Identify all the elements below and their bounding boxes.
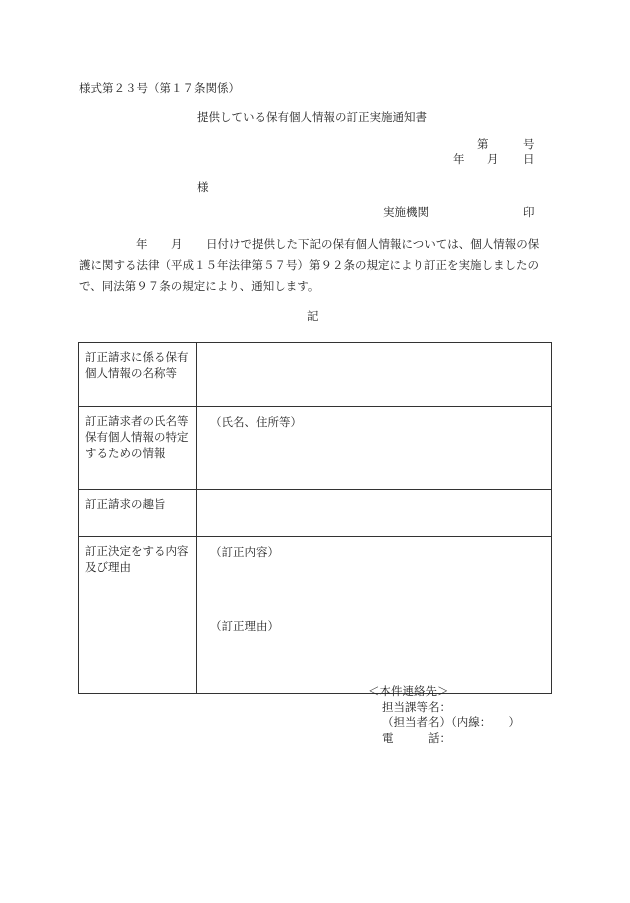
record-table [78,342,552,694]
contact-person: （担当者名）（内線： ） [382,715,520,729]
body-line2: 護に関する法律（平成１５年法律第５７号）第９２条の規定により訂正を実施しましたの [79,258,539,272]
date-month: 月 [487,152,499,166]
contact-phone: 電 話： [382,730,451,745]
table-row [79,537,552,694]
ki-heading: 記 [307,309,319,323]
body-year: 年 [136,237,148,251]
row-value-decision [197,537,552,694]
contact-heading: ＜本件連絡先＞ [368,684,449,698]
document-title: 提供している保有個人情報の訂正実施通知書 [197,110,427,124]
table-row [79,490,552,537]
correction-reason-label: （訂正理由） [210,619,279,633]
contact-block [368,684,520,746]
seal-mark: 印 [523,205,535,219]
row-label-decision: 訂正決定をする内容及び理由 [79,537,197,694]
date-year: 年 [453,152,465,166]
document-number-suffix: 号 [523,137,535,151]
row-value-purpose [197,490,552,537]
body-line3: で、同法第９７条の規定により、通知します。 [79,279,320,293]
body-line1: 日付けで提供した下記の保有個人情報については、個人情報の保 [206,237,540,251]
row-label-info-name: 訂正請求に係る保有個人情報の名称等 [79,343,197,407]
date-day: 日 [523,152,535,166]
document-number-prefix: 第 [477,137,489,151]
body-month: 月 [171,237,183,251]
row-value-info-name [197,343,552,407]
table-row [79,343,552,407]
row-value-requester: （氏名、住所等） [197,407,552,490]
row-label-requester: 訂正請求者の氏名等保有個人情報の特定するための情報 [79,407,197,490]
body-paragraph [79,234,554,297]
contact-dept: 担当課等名： [382,699,451,714]
addressee-suffix: 様 [197,180,209,194]
table-row [79,407,552,490]
implementing-agency: 実施機関 [383,205,429,219]
correction-content-label: （訂正内容） [210,545,279,559]
row-label-purpose: 訂正請求の趣旨 [79,490,197,537]
form-number-label: 様式第２３号（第１７条関係） [79,81,240,95]
